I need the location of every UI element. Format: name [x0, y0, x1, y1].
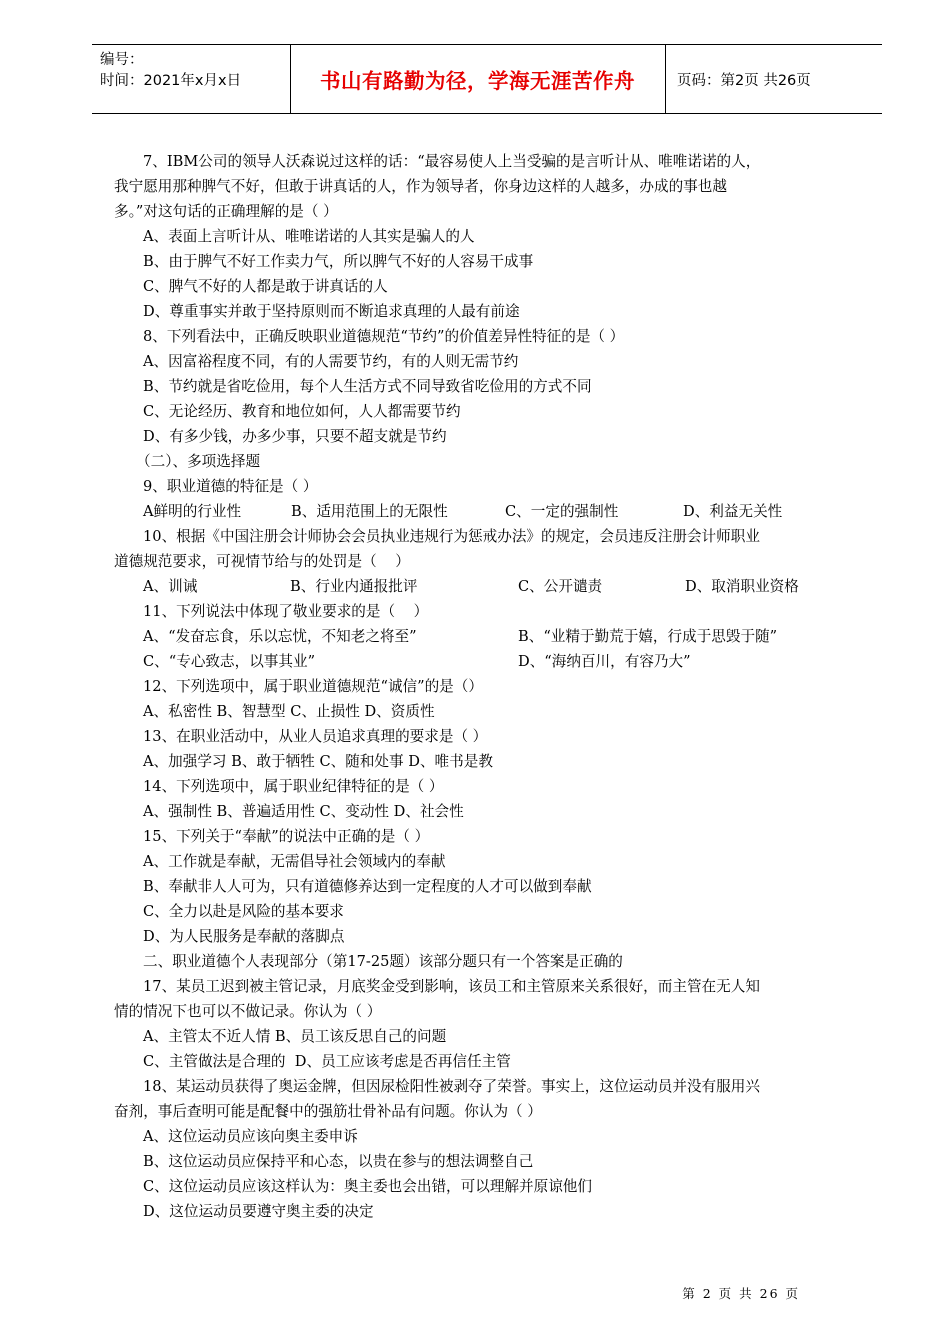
q12-stem: 12、下列选项中，属于职业道德规范“诚信”的是（） — [143, 678, 483, 695]
q18-stem-line1: 18、某运动员获得了奥运金牌，但因尿检阳性被剥夺了荣誉。事实上，这位运动员并没有服用兴 — [143, 1078, 760, 1095]
q13-options: A、加强学习 B、敢于牺牲 C、随和处事 D、唯书是教 — [143, 753, 493, 770]
q9-option-a: A鲜明的行业性 — [143, 503, 242, 520]
q10-stem-line2: 道德规范要求，可视情节给与的处罚是（ ） — [114, 553, 410, 570]
q17-options-cd: C、主管做法是合理的 D、员工应该考虑是否再信任主管 — [143, 1053, 511, 1070]
q15-option-a: A、工作就是奉献，无需倡导社会领域内的奉献 — [143, 853, 446, 870]
q11-option-b: B、“业精于勤荒于嬉，行成于思毁于随” — [518, 628, 778, 645]
q10-option-a: A、训诫 — [143, 578, 198, 595]
q14-options: A、强制性 B、普遍适用性 C、变动性 D、社会性 — [143, 803, 464, 820]
q15-option-d: D、为人民服务是奉献的落脚点 — [143, 928, 345, 945]
q11-option-a: A、“发奋忘食，乐以忘忧，不知老之将至” — [143, 628, 417, 645]
section-multi-choice: （二）、多项选择题 — [136, 453, 261, 470]
q18-option-b: B、这位运动员应保持平和心态，以贵在参与的想法调整自己 — [143, 1153, 534, 1170]
number-label: 编号： — [100, 52, 144, 68]
q17-stem-line2: 情的情况下也可以不做记录。你认为（ ） — [114, 1003, 382, 1020]
q9-options — [114, 499, 854, 524]
q18-option-d: D、这位运动员要遵守奥主委的决定 — [143, 1203, 374, 1220]
q15-option-c: C、全力以赴是风险的基本要求 — [143, 903, 344, 920]
q15-option-b: B、奉献非人人可为，只有道德修养达到一定程度的人才可以做到奉献 — [143, 878, 592, 895]
q17-options-ab: A、主管太不近人情 B、员工该反思自己的问题 — [143, 1028, 447, 1045]
page-header — [92, 44, 882, 114]
q17-stem-line1: 17、某员工迟到被主管记录，月底奖金受到影响，该员工和主管原来关系很好，而主管在无人知 — [143, 978, 760, 995]
q7-stem-line1: 7、IBM公司的领导人沃森说过这样的话：“最容易使人上当受骗的是言听计从、唯唯诺诺的人， — [143, 153, 761, 170]
q7-option-c: C、脾气不好的人都是敢于讲真话的人 — [143, 278, 388, 295]
q9-option-d: D、利益无关性 — [683, 503, 783, 520]
q8-option-b: B、节约就是省吃俭用，每个人生活方式不同导致省吃俭用的方式不同 — [143, 378, 592, 395]
q8-option-a: A、因富裕程度不同，有的人需要节约，有的人则无需节约 — [143, 353, 519, 370]
q7-stem-line2: 我宁愿用那种脾气不好，但敢于讲真话的人，作为领导者，你身边这样的人越多，办成的事也越 — [114, 178, 727, 195]
q10-stem-line1: 10、根据《中国注册会计师协会会员执业违规行为惩戒办法》的规定，会员违反注册会计师职业 — [143, 528, 760, 545]
q18-option-c: C、这位运动员应该这样认为：奥主委也会出错，可以理解并原谅他们 — [143, 1178, 592, 1195]
header-motto: 书山有路勤为径，学海无涯苦作舟 — [320, 69, 635, 93]
header-page-info: 页码：第2页 共26页 — [677, 72, 811, 89]
q8-stem: 8、下列看法中，正确反映职业道德规范“节约”的价值差异性特征的是（ ） — [143, 328, 625, 345]
q18-option-a: A、这位运动员应该向奥主委申诉 — [143, 1128, 358, 1145]
q7-option-a: A、表面上言听计从、唯唯诺诺的人其实是骗人的人 — [143, 228, 475, 245]
q15-stem: 15、下列关于“奉献”的说法中正确的是（ ） — [143, 828, 430, 845]
q10-option-b: B、行业内通报批评 — [290, 578, 418, 595]
q7-stem-line3: 多。”对这句话的正确理解的是（ ） — [114, 203, 338, 220]
q11-stem: 11、下列说法中体现了敬业要求的是（ ） — [143, 603, 429, 620]
q8-option-c: C、无论经历、教育和地位如何，人人都需要节约 — [143, 403, 461, 420]
q7-option-d: D、尊重事实并敢于坚持原则而不断追求真理的人最有前途 — [143, 303, 520, 320]
q9-stem: 9、职业道德的特征是（ ） — [143, 478, 318, 495]
q8-option-d: D、有多少钱，办多少事，只要不超支就是节约 — [143, 428, 447, 445]
q10-option-c: C、公开谴责 — [518, 578, 603, 595]
q11-option-d: D、“海纳百川，有容乃大” — [518, 653, 691, 670]
q18-stem-line2: 奋剂，事后查明可能是配餐中的强筋壮骨补品有问题。你认为（ ） — [114, 1103, 542, 1120]
header-divider-right — [665, 45, 666, 113]
q9-option-b: B、适用范围上的无限性 — [291, 503, 448, 520]
q11-option-c: C、“专心致志，以事其业” — [143, 653, 316, 670]
q13-stem: 13、在职业活动中，从业人员追求真理的要求是（ ） — [143, 728, 488, 745]
q12-options: A、私密性 B、智慧型 C、止损性 D、资质性 — [143, 703, 435, 720]
q14-stem: 14、下列选项中，属于职业纪律特征的是（ ） — [143, 778, 444, 795]
page-footer: 第 2 页 共 26 页 — [682, 1286, 800, 1301]
document-body — [114, 149, 854, 1224]
time-label: 时间：2021年x月x日 — [100, 73, 242, 89]
section-personal-performance: 二、职业道德个人表现部分（第17-25题）该部分题只有一个答案是正确的 — [143, 953, 623, 970]
q11-options-ab — [114, 624, 854, 649]
q9-option-c: C、一定的强制性 — [505, 503, 619, 520]
header-meta — [100, 50, 241, 92]
q10-options — [114, 574, 854, 599]
q11-options-cd — [114, 649, 854, 674]
q7-option-b: B、由于脾气不好工作卖力气，所以脾气不好的人容易干成事 — [143, 253, 534, 270]
q10-option-d: D、取消职业资格 — [685, 578, 799, 595]
